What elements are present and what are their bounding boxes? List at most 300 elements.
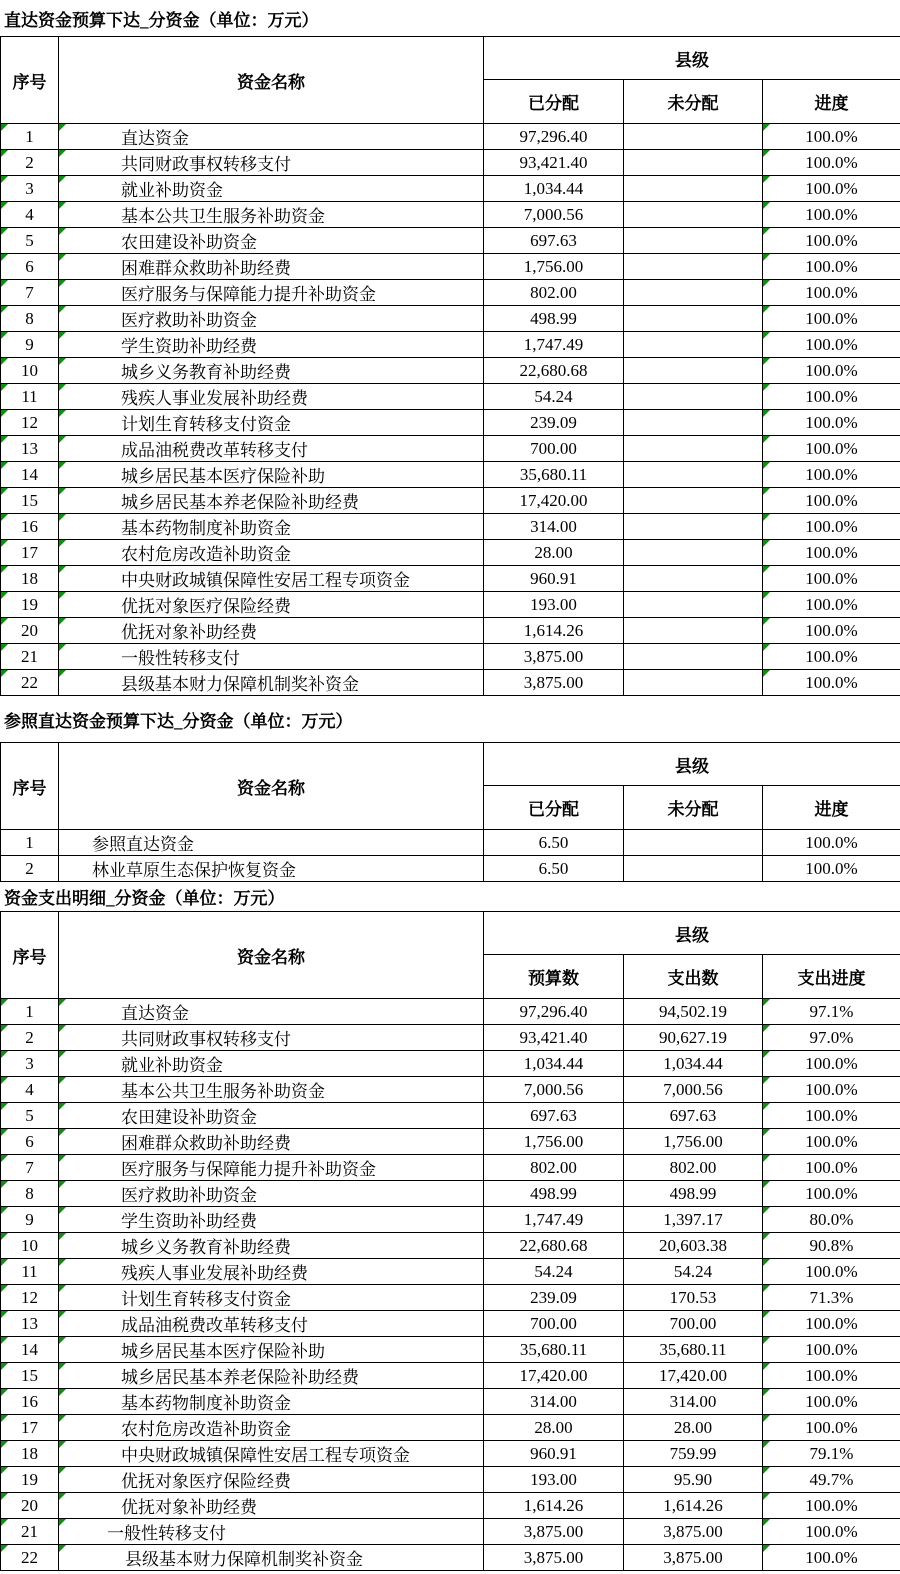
progress-cell <box>763 1181 900 1207</box>
row-index-cell <box>1 1441 59 1467</box>
cell-text: 100.0% <box>805 672 858 692</box>
cell-text: 基本药物制度补助资金 <box>121 1394 291 1413</box>
cell-text: 1,756.00 <box>523 1131 584 1151</box>
excel-flag-icon <box>763 618 770 625</box>
amount-cell-2 <box>624 1285 763 1311</box>
excel-flag-icon <box>59 1493 66 1500</box>
excel-flag-icon <box>763 1233 770 1240</box>
amount-cell-2 <box>624 280 763 306</box>
progress-cell <box>763 462 900 488</box>
progress-cell <box>763 1025 900 1051</box>
cell-text: 100.0% <box>805 1157 858 1177</box>
progress-cell <box>763 1259 900 1285</box>
fund-row <box>1 1441 900 1467</box>
row-index-cell <box>1 332 59 358</box>
amount-cell-1 <box>484 1207 624 1233</box>
cell-text: 100.0% <box>805 1365 858 1385</box>
cell-text: 22 <box>21 1547 38 1567</box>
progress-cell <box>763 358 900 384</box>
table-header <box>1 743 900 830</box>
amount-cell-2 <box>624 999 763 1025</box>
amount-cell-2 <box>624 1207 763 1233</box>
progress-cell <box>763 1519 900 1545</box>
row-index-cell <box>1 999 59 1025</box>
excel-flag-icon <box>763 1493 770 1500</box>
fund-name-cell <box>59 436 484 462</box>
county-level-group-header: 县级 <box>484 743 900 786</box>
excel-flag-icon <box>59 1285 66 1292</box>
cell-text: 100.0% <box>805 542 858 562</box>
amount-cell-1 <box>484 410 624 436</box>
amount-cell-1 <box>484 1233 624 1259</box>
progress-cell <box>763 1207 900 1233</box>
cell-text: 17,420.00 <box>659 1365 727 1385</box>
amount-cell-2 <box>624 1077 763 1103</box>
progress-cell <box>763 202 900 228</box>
amount-cell-2 <box>624 566 763 592</box>
amount-cell-1 <box>484 358 624 384</box>
amount-cell-1 <box>484 436 624 462</box>
progress-cell <box>763 1389 900 1415</box>
cell-text: 16 <box>21 1391 38 1411</box>
fund-name-cell <box>59 644 484 670</box>
cell-text: 697.63 <box>669 1105 717 1125</box>
row-index-cell <box>1 358 59 384</box>
excel-flag-icon <box>59 670 66 677</box>
row-index-cell <box>1 1181 59 1207</box>
cell-text: 18 <box>21 1443 38 1463</box>
cell-text: 优抚对象补助经费 <box>121 1498 257 1517</box>
cell-text: 5 <box>25 230 34 250</box>
excel-flag-icon <box>59 1181 66 1188</box>
progress-cell <box>763 540 900 566</box>
fund-name-cell <box>59 514 484 540</box>
excel-flag-icon <box>1 1051 8 1058</box>
cell-text: 17 <box>21 542 38 562</box>
cell-text: 20 <box>21 1495 38 1515</box>
row-index-cell <box>1 670 59 696</box>
excel-flag-icon <box>59 124 66 131</box>
excel-flag-icon <box>1 332 8 339</box>
cell-text: 100.0% <box>805 360 858 380</box>
cell-text: 成品油税费改革转移支付 <box>121 1316 308 1335</box>
row-index-cell <box>1 488 59 514</box>
amount-cell-1 <box>484 462 624 488</box>
amount-cell-2 <box>624 488 763 514</box>
excel-flag-icon <box>59 150 66 157</box>
excel-flag-icon <box>763 1103 770 1110</box>
amount-cell-1 <box>484 1311 624 1337</box>
fund-row <box>1 150 900 176</box>
row-index-cell <box>1 228 59 254</box>
amount-cell-1 <box>484 1519 624 1545</box>
excel-flag-icon <box>763 1207 770 1214</box>
cell-text: 学生资助补助经费 <box>121 1212 257 1231</box>
fund-name-column-header: 资金名称 <box>59 743 484 830</box>
amount-cell-2 <box>624 462 763 488</box>
cell-text: 16 <box>21 516 38 536</box>
amount-cell-2 <box>624 830 763 856</box>
fund-row <box>1 1233 900 1259</box>
cell-text: 4 <box>25 1079 34 1099</box>
excel-flag-icon <box>59 1441 66 1448</box>
excel-flag-icon <box>763 410 770 417</box>
fund-row <box>1 1129 900 1155</box>
progress-cell <box>763 592 900 618</box>
cell-text: 中央财政城镇保障性安居工程专项资金 <box>121 1446 410 1465</box>
fund-name-cell <box>59 1233 484 1259</box>
cell-text: 19 <box>21 1469 38 1489</box>
cell-text: 35,680.11 <box>519 464 588 484</box>
cell-text: 基本药物制度补助资金 <box>121 519 291 538</box>
cell-text: 95.90 <box>673 1469 713 1489</box>
excel-flag-icon <box>1 592 8 599</box>
cell-text: 100.0% <box>805 516 858 536</box>
row-index-cell <box>1 410 59 436</box>
row-index-cell <box>1 1389 59 1415</box>
fund-expenditure-detail-table <box>0 911 900 1571</box>
amount-cell-1 <box>484 1415 624 1441</box>
excel-flag-icon <box>763 1389 770 1396</box>
cell-text: 15 <box>21 490 38 510</box>
fund-row <box>1 1259 900 1285</box>
row-index-cell <box>1 124 59 150</box>
excel-flag-icon <box>59 1337 66 1344</box>
cell-text: 1,614.26 <box>663 1495 723 1515</box>
cell-text: 100.0% <box>805 1495 858 1515</box>
cell-text: 15 <box>21 1365 38 1385</box>
row-index-cell <box>1 1467 59 1493</box>
excel-flag-icon <box>59 488 66 495</box>
excel-flag-icon <box>1 1519 8 1526</box>
fund-name-cell <box>59 999 484 1025</box>
cell-text: 100.0% <box>805 620 858 640</box>
cell-text: 城乡居民基本养老保险补助经费 <box>121 493 359 512</box>
cell-text: 农田建设补助资金 <box>121 233 257 252</box>
progress-cell <box>763 1493 900 1519</box>
progress-cell <box>763 670 900 696</box>
excel-flag-icon <box>59 1207 66 1214</box>
excel-flag-icon <box>59 202 66 209</box>
cell-text: 3,875.00 <box>523 672 584 692</box>
amount-cell-2 <box>624 1441 763 1467</box>
fund-name-cell <box>59 1155 484 1181</box>
cell-text: 8 <box>25 1183 34 1203</box>
amount-cell-2 <box>624 228 763 254</box>
cell-text: 100.0% <box>805 1053 858 1073</box>
cell-text: 314.00 <box>530 516 577 536</box>
amount-cell-1 <box>484 540 624 566</box>
fund-name-cell <box>59 1441 484 1467</box>
excel-flag-icon <box>763 228 770 235</box>
cell-text: 170.53 <box>669 1287 717 1307</box>
amount-cell-1 <box>484 670 624 696</box>
fund-row <box>1 254 900 280</box>
direct-funds-allocation-table <box>0 36 900 696</box>
cell-text: 7 <box>25 1157 34 1177</box>
fund-row <box>1 1311 900 1337</box>
fund-name-cell <box>59 1363 484 1389</box>
fund-name-cell <box>59 592 484 618</box>
excel-flag-icon <box>763 1181 770 1188</box>
excel-flag-icon <box>763 1311 770 1318</box>
excel-flag-icon <box>763 1285 770 1292</box>
excel-flag-icon <box>763 1051 770 1058</box>
cell-text: 共同财政事权转移支付 <box>121 1030 291 1049</box>
cell-text: 100.0% <box>805 126 858 146</box>
cell-text: 100.0% <box>805 594 858 614</box>
excel-flag-icon <box>763 566 770 573</box>
amount-cell-1 <box>484 644 624 670</box>
cell-text: 学生资助补助经费 <box>121 337 257 356</box>
cell-text: 93,421.40 <box>519 152 588 172</box>
cell-text: 困难群众救助补助经费 <box>121 1134 291 1153</box>
row-index-cell <box>1 202 59 228</box>
amount-cell-1 <box>484 124 624 150</box>
excel-flag-icon <box>1 436 8 443</box>
progress-cell <box>763 1077 900 1103</box>
cell-text: 21 <box>21 1521 38 1541</box>
cell-text: 城乡义务教育补助经费 <box>121 1238 291 1257</box>
fund-row <box>1 644 900 670</box>
amount-cell-1 <box>484 566 624 592</box>
cell-text: 100.0% <box>805 1261 858 1281</box>
cell-text: 28.00 <box>534 1417 573 1437</box>
excel-flag-icon <box>59 358 66 365</box>
progress-cell <box>763 1155 900 1181</box>
fund-row <box>1 462 900 488</box>
excel-flag-icon <box>59 1129 66 1136</box>
fund-name-cell <box>59 1103 484 1129</box>
index-column-header: 序号 <box>1 912 59 999</box>
fund-name-cell <box>59 1025 484 1051</box>
cell-text: 802.00 <box>669 1157 717 1177</box>
cell-text: 3 <box>25 178 34 198</box>
value-column-header: 已分配 <box>484 786 624 830</box>
cell-text: 农田建设补助资金 <box>121 1108 257 1127</box>
cell-text: 6.50 <box>538 858 569 878</box>
row-index-cell <box>1 150 59 176</box>
amount-cell-2 <box>624 1155 763 1181</box>
excel-flag-icon <box>763 670 770 677</box>
excel-flag-icon <box>1 1285 8 1292</box>
fund-row <box>1 384 900 410</box>
fund-name-cell <box>59 670 484 696</box>
cell-text: 农村危房改造补助资金 <box>121 1420 291 1439</box>
cell-text: 17,420.00 <box>519 490 588 510</box>
progress-cell <box>763 280 900 306</box>
row-index-cell <box>1 384 59 410</box>
cell-text: 802.00 <box>530 1157 577 1177</box>
cell-text: 28.00 <box>534 542 573 562</box>
excel-flag-icon <box>59 1077 66 1084</box>
cell-text: 就业补助资金 <box>121 181 223 200</box>
progress-cell <box>763 1311 900 1337</box>
cell-text: 10 <box>21 1235 38 1255</box>
quasi-direct-funds-allocation-title: 参照直达资金预算下达_分资金（单位：万元） <box>4 711 353 731</box>
value-column-header: 进度 <box>763 80 900 124</box>
cell-text: 直达资金 <box>121 129 189 148</box>
fund-name-cell <box>59 1077 484 1103</box>
excel-flag-icon <box>59 618 66 625</box>
cell-text: 农村危房改造补助资金 <box>121 545 291 564</box>
cell-text: 林业草原生态保护恢复资金 <box>92 861 296 880</box>
fund-row <box>1 566 900 592</box>
cell-text: 3,875.00 <box>663 1547 723 1567</box>
cell-text: 54.24 <box>534 386 573 406</box>
fund-name-cell <box>59 280 484 306</box>
cell-text: 1,614.26 <box>523 620 584 640</box>
amount-cell-2 <box>624 332 763 358</box>
progress-cell <box>763 1545 900 1571</box>
excel-flag-icon <box>1 644 8 651</box>
amount-cell-2 <box>624 1467 763 1493</box>
fund-row <box>1 618 900 644</box>
cell-text: 49.7% <box>809 1469 854 1489</box>
value-column-header: 未分配 <box>624 786 763 830</box>
progress-cell <box>763 1415 900 1441</box>
cell-text: 239.09 <box>530 1287 577 1307</box>
fund-name-cell <box>59 1467 484 1493</box>
amount-cell-1 <box>484 254 624 280</box>
progress-cell <box>763 1051 900 1077</box>
cell-text: 17 <box>21 1417 38 1437</box>
cell-text: 21 <box>21 646 38 666</box>
excel-flag-icon <box>763 202 770 209</box>
cell-text: 医疗救助补助资金 <box>121 311 257 330</box>
fund-name-cell <box>59 856 484 882</box>
fund-row <box>1 1337 900 1363</box>
cell-text: 960.91 <box>530 1443 577 1463</box>
fund-name-cell <box>59 124 484 150</box>
amount-cell-1 <box>484 1103 624 1129</box>
excel-flag-icon <box>59 462 66 469</box>
fund-row <box>1 306 900 332</box>
cell-text: 100.0% <box>805 1339 858 1359</box>
excel-flag-icon <box>59 1051 66 1058</box>
fund-name-cell <box>59 566 484 592</box>
excel-flag-icon <box>763 306 770 313</box>
cell-text: 35,680.11 <box>519 1339 588 1359</box>
excel-flag-icon <box>59 644 66 651</box>
excel-flag-icon <box>763 514 770 521</box>
row-index-cell <box>1 280 59 306</box>
cell-text: 基本公共卫生服务补助资金 <box>121 207 325 226</box>
excel-flag-icon <box>1 1103 8 1110</box>
excel-flag-icon <box>763 280 770 287</box>
amount-cell-2 <box>624 384 763 410</box>
amount-cell-1 <box>484 1493 624 1519</box>
direct-funds-allocation-title: 直达资金预算下达_分资金（单位：万元） <box>4 10 319 30</box>
excel-flag-icon <box>763 540 770 547</box>
cell-text: 13 <box>21 438 38 458</box>
excel-flag-icon <box>1 514 8 521</box>
excel-flag-icon <box>1 1259 8 1266</box>
cell-text: 3,875.00 <box>523 1521 584 1541</box>
cell-text: 就业补助资金 <box>121 1056 223 1075</box>
excel-flag-icon <box>763 254 770 261</box>
cell-text: 参照直达资金 <box>92 835 194 854</box>
excel-flag-icon <box>59 1155 66 1162</box>
amount-cell-2 <box>624 306 763 332</box>
amount-cell-1 <box>484 384 624 410</box>
amount-cell-1 <box>484 1155 624 1181</box>
progress-cell <box>763 1363 900 1389</box>
cell-text: 100.0% <box>805 1131 858 1151</box>
fund-row <box>1 1103 900 1129</box>
cell-text: 医疗服务与保障能力提升补助资金 <box>121 1160 376 1179</box>
fund-name-cell <box>59 1285 484 1311</box>
cell-text: 100.0% <box>805 152 858 172</box>
cell-text: 100.0% <box>805 282 858 302</box>
amount-cell-2 <box>624 358 763 384</box>
row-index-cell <box>1 1259 59 1285</box>
cell-text: 12 <box>21 412 38 432</box>
fund-row <box>1 999 900 1025</box>
cell-text: 239.09 <box>530 412 577 432</box>
amount-cell-1 <box>484 1181 624 1207</box>
excel-flag-icon <box>59 1519 66 1526</box>
progress-cell <box>763 1441 900 1467</box>
fund-name-cell <box>59 254 484 280</box>
cell-text: 100.0% <box>805 490 858 510</box>
cell-text: 100.0% <box>805 1079 858 1099</box>
cell-text: 2 <box>25 858 34 878</box>
excel-flag-icon <box>763 488 770 495</box>
cell-text: 困难群众救助补助经费 <box>121 259 291 278</box>
excel-flag-icon <box>59 566 66 573</box>
amount-cell-1 <box>484 1467 624 1493</box>
fund-row <box>1 540 900 566</box>
excel-flag-icon <box>59 592 66 599</box>
cell-text: 3,875.00 <box>663 1521 723 1541</box>
fund-name-cell <box>59 462 484 488</box>
fund-name-cell <box>59 358 484 384</box>
progress-cell <box>763 1467 900 1493</box>
cell-text: 100.0% <box>805 334 858 354</box>
header-group-row <box>1 743 900 786</box>
value-column-header: 支出数 <box>624 955 763 999</box>
excel-flag-icon <box>1 1025 8 1032</box>
row-index-cell <box>1 1415 59 1441</box>
fund-name-cell <box>59 384 484 410</box>
row-index-cell <box>1 306 59 332</box>
fund-name-cell <box>59 540 484 566</box>
progress-cell <box>763 228 900 254</box>
amount-cell-2 <box>624 410 763 436</box>
row-index-cell <box>1 1207 59 1233</box>
cell-text: 90.8% <box>809 1235 854 1255</box>
progress-cell <box>763 436 900 462</box>
cell-text: 93,421.40 <box>519 1027 588 1047</box>
amount-cell-2 <box>624 1545 763 1571</box>
excel-flag-icon <box>763 644 770 651</box>
cell-text: 498.99 <box>530 308 577 328</box>
fund-row <box>1 514 900 540</box>
excel-flag-icon <box>763 436 770 443</box>
cell-text: 7,000.56 <box>523 1079 584 1099</box>
cell-text: 100.0% <box>805 204 858 224</box>
amount-cell-1 <box>484 1363 624 1389</box>
excel-flag-icon <box>59 306 66 313</box>
cell-text: 22,680.68 <box>519 1235 588 1255</box>
cell-text: 28.00 <box>673 1417 713 1437</box>
fund-name-cell <box>59 1519 484 1545</box>
excel-flag-icon <box>1 1337 8 1344</box>
excel-flag-icon <box>763 150 770 157</box>
excel-flag-icon <box>59 176 66 183</box>
progress-cell <box>763 332 900 358</box>
